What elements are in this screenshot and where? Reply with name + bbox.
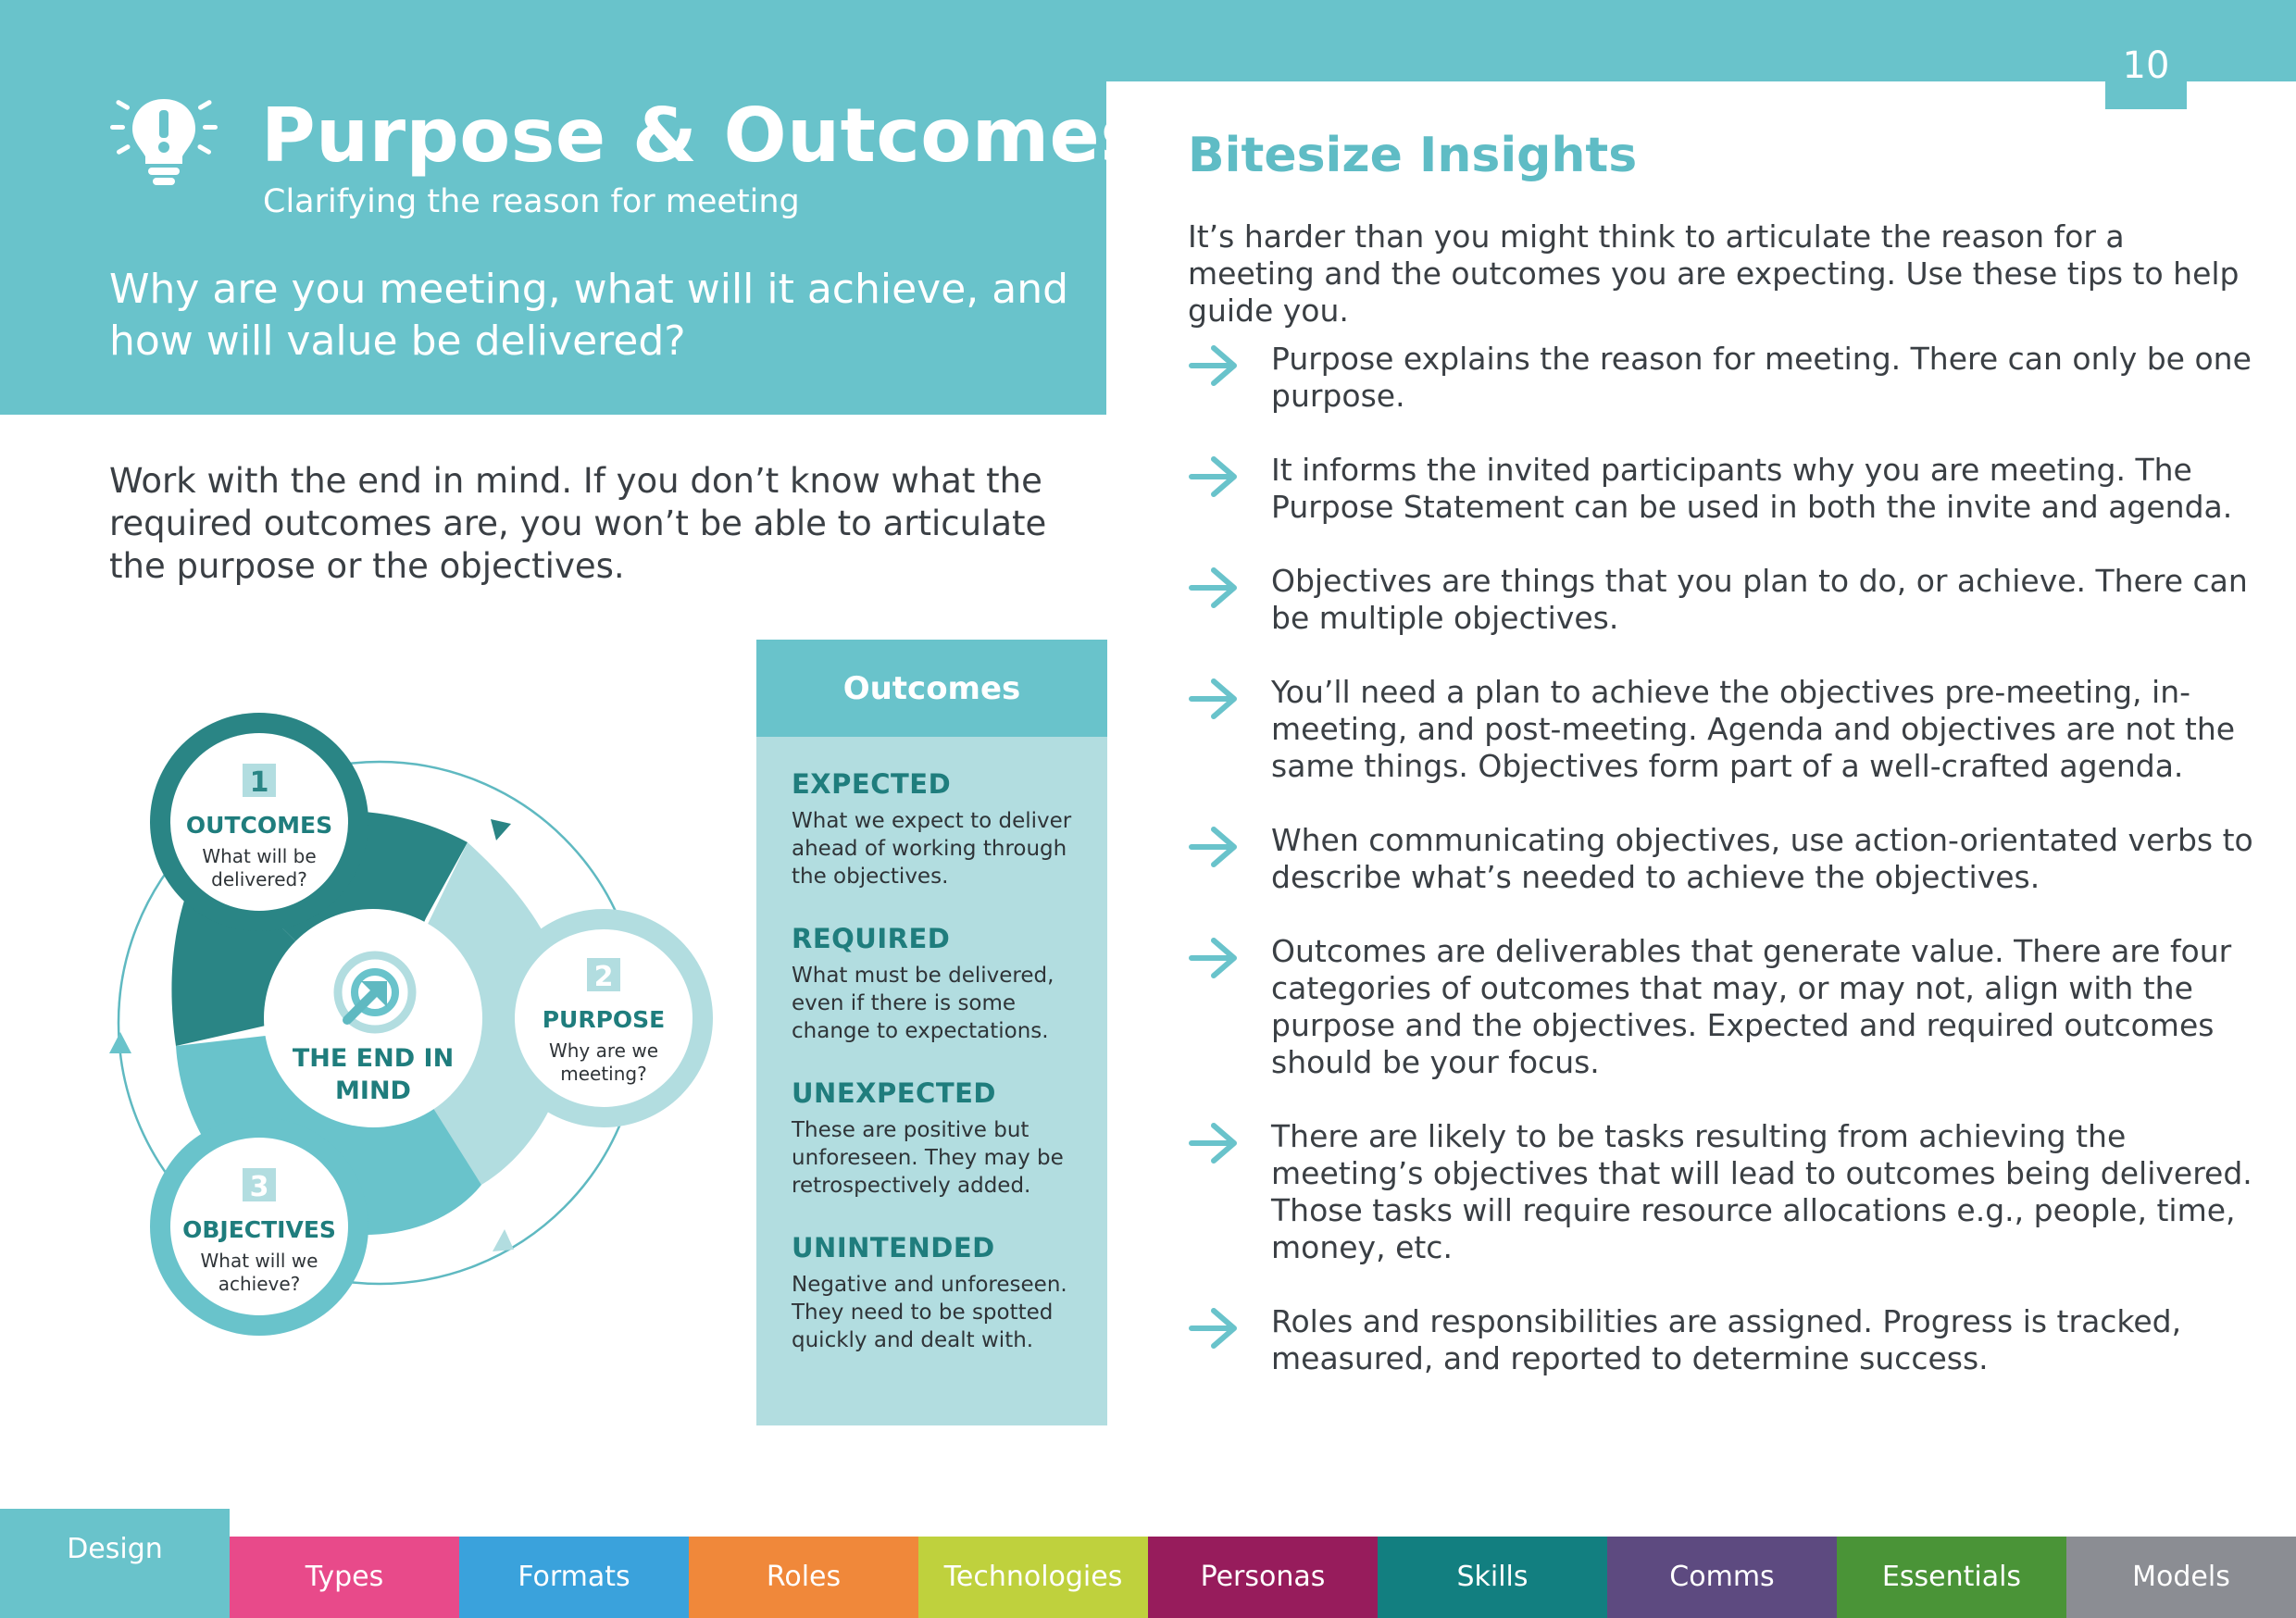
nav-tab-technologies[interactable] bbox=[918, 1537, 1148, 1618]
step-3-title: OBJECTIVES bbox=[182, 1216, 336, 1243]
step-2-desc-line2: meeting? bbox=[560, 1063, 647, 1085]
outcome-heading: REQUIRED bbox=[792, 923, 951, 954]
step-3-number: 3 bbox=[249, 1171, 269, 1203]
outcome-description: Negative and unforeseen. They need to be spotted quickly and dealt with. bbox=[792, 1273, 1067, 1352]
step-1-number: 1 bbox=[249, 766, 269, 799]
arrow-right-icon bbox=[1188, 1305, 1243, 1351]
tip-text: Objectives are things that you plan to do, or achieve. There can be multiple objectives. bbox=[1271, 563, 2248, 636]
nav-tab-label: Roles bbox=[766, 1561, 842, 1593]
nav-tab-essentials[interactable] bbox=[1837, 1537, 2066, 1618]
outcome-item bbox=[792, 768, 1092, 890]
nav-tab-design[interactable] bbox=[0, 1509, 230, 1618]
nav-tab-models[interactable] bbox=[2066, 1537, 2296, 1618]
nav-tab-label: Essentials bbox=[1881, 1561, 2022, 1593]
arrow-head-top bbox=[491, 819, 511, 840]
arrow-right-icon bbox=[1188, 935, 1243, 981]
outcome-item bbox=[792, 923, 1092, 1045]
page-subtitle: Clarifying the reason for meeting bbox=[263, 183, 800, 220]
step-2-title: PURPOSE bbox=[542, 1006, 666, 1033]
insights-title: Bitesize Insights bbox=[1188, 128, 1638, 183]
step-1-desc-line1: What will be bbox=[202, 845, 317, 867]
outcome-heading: UNINTENDED bbox=[792, 1232, 995, 1263]
outcome-heading: EXPECTED bbox=[792, 768, 952, 800]
nav-tab-label: Design bbox=[67, 1533, 163, 1565]
outcome-item bbox=[792, 1232, 1092, 1354]
tip-text: When communicating objectives, use action-orientated verbs to describe what’s needed to achieve the objectives. bbox=[1271, 822, 2253, 895]
nav-tab-label: Personas bbox=[1200, 1561, 1326, 1593]
arrow-right-icon bbox=[1188, 342, 1243, 389]
outcome-description: What we expect to deliver ahead of working through the objectives. bbox=[792, 809, 1072, 889]
nav-tab-roles[interactable] bbox=[689, 1537, 918, 1618]
arrow-right-icon bbox=[1188, 454, 1243, 500]
section-nav bbox=[0, 1507, 2296, 1618]
step-3-desc-line2: achieve? bbox=[218, 1273, 301, 1295]
cycle-diagram bbox=[93, 703, 741, 1370]
nav-tab-label: Formats bbox=[518, 1561, 630, 1593]
nav-tab-comms[interactable] bbox=[1607, 1537, 1837, 1618]
intro-text: Work with the end in mind. If you don’t know what the required outcomes are, you won’t be able to articulate the purpose or the objectives. bbox=[109, 461, 1047, 586]
arrow-right-icon bbox=[1188, 824, 1243, 870]
outcome-heading: UNEXPECTED bbox=[792, 1077, 996, 1109]
tip-text: Outcomes are deliverables that generate value. There are four categories of outcomes that may, or may not, align with the purpose and the objectives. Expected and required outcomes should be your focus. bbox=[1271, 933, 2232, 1080]
insights-intro: It’s harder than you might think to articulate the reason for a meeting and the outcomes you are expecting. Use these tips to help guide you. bbox=[1188, 218, 2240, 329]
arrow-head-left bbox=[109, 1032, 131, 1053]
nav-tab-types[interactable] bbox=[230, 1537, 459, 1618]
outcome-description: These are positive but unforeseen. They may be retrospectively added. bbox=[792, 1118, 1064, 1198]
tip-text: It informs the invited participants why you are meeting. The Purpose Statement can be used in both the invite and agenda. bbox=[1271, 452, 2233, 525]
arrow-right-icon bbox=[1188, 565, 1243, 611]
arrow-head-bottom bbox=[493, 1229, 514, 1251]
nav-tab-label: Skills bbox=[1456, 1561, 1529, 1593]
page-title: Purpose & Outcomes bbox=[261, 93, 1145, 179]
nav-tab-label: Comms bbox=[1669, 1561, 1775, 1593]
tip-text: You’ll need a plan to achieve the objectives pre-meeting, in-meeting, and post-meeting. Agenda and objectives are not the same things. Objectives form part of a well-crafted agenda. bbox=[1271, 674, 2236, 784]
nav-tab-label: Models bbox=[2132, 1561, 2230, 1593]
tip-text: There are likely to be tasks resulting from achieving the meeting’s objectives that will lead to outcomes being delivered. Those tasks will require resource allocations e.g., people, time, money, etc. bbox=[1271, 1118, 2252, 1265]
tip-text: Roles and responsibilities are assigned. Progress is tracked, measured, and reported to determine success. bbox=[1271, 1303, 2182, 1376]
tip-text: Purpose explains the reason for meeting. There can only be one purpose. bbox=[1271, 341, 2252, 414]
page-number: 10 bbox=[2122, 44, 2170, 87]
lightbulb-icon bbox=[106, 88, 222, 190]
outcome-description: What must be delivered, even if there is some change to expectations. bbox=[792, 964, 1054, 1043]
nav-tab-skills[interactable] bbox=[1378, 1537, 1607, 1618]
key-question: Why are you meeting, what will it achieve, and how will value be delivered? bbox=[109, 266, 1069, 365]
nav-tab-personas[interactable] bbox=[1148, 1537, 1378, 1618]
step-2-number: 2 bbox=[593, 961, 614, 993]
step-3-desc-line1: What will we bbox=[200, 1250, 318, 1272]
nav-tab-label: Types bbox=[305, 1561, 384, 1593]
step-1-desc-line2: delivered? bbox=[211, 868, 307, 890]
step-1-title: OUTCOMES bbox=[185, 812, 333, 839]
arrow-right-icon bbox=[1188, 676, 1243, 722]
outcome-item bbox=[792, 1077, 1092, 1200]
center-label-line1: THE END IN bbox=[292, 1044, 455, 1073]
step-2-desc-line1: Why are we bbox=[548, 1039, 659, 1062]
nav-tab-formats[interactable] bbox=[459, 1537, 689, 1618]
arrow-right-icon bbox=[1188, 1120, 1243, 1166]
outcomes-title: Outcomes bbox=[842, 670, 1021, 707]
nav-tab-label: Technologies bbox=[943, 1561, 1123, 1593]
center-label-line2: MIND bbox=[335, 1077, 411, 1105]
